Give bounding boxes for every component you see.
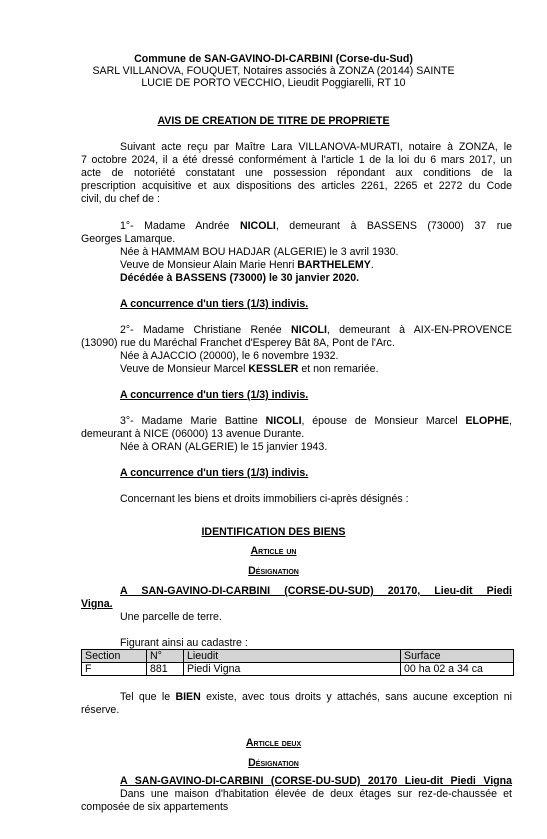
person1-line-2: Georges Lamarque. [81, 233, 176, 245]
intro-line-5: civil, du chef de : [81, 193, 160, 205]
document-title: AVIS DE CREATION DE TITRE DE PROPRIETE [157, 115, 390, 127]
table-row [82, 663, 514, 676]
cadastre-header-row [82, 650, 514, 663]
person3-birth: Née à ORAN (ALGERIE) le 15 janvier 1943. [120, 441, 328, 453]
cadastre-intro: Figurant ainsi au cadastre : [120, 637, 248, 649]
header-address: LUCIE DE PORTO VECCHIO, Lieudit Poggiarelli, RT 10 [141, 77, 406, 89]
person2-line-1: 2°- Madame Christiane Renée NICOLI, demeurant à AIX-EN-PROVENCE [120, 324, 512, 336]
article-deux-location: A SAN-GAVINO-DI-CARBINI (CORSE-DU-SUD) 20170 Lieu-dit Piedi Vigna [120, 775, 512, 787]
article-deux-designation: Désignation [248, 757, 299, 769]
person3-line-1: 3°- Madame Marie Battine NICOLI, épouse de Monsieur Marcel ELOPHE, [120, 415, 512, 427]
tel-line-1: Tel que le BIEN existe, avec tous droits y attachés, sans aucune exception ni [120, 691, 512, 703]
cell-surface: 00 ha 02 a 34 ca [401, 663, 514, 676]
article-deux-heading: Article deux [245, 737, 302, 749]
person1-widow: Veuve de Monsieur Alain Marie Henri BARTHELEMY. [120, 259, 374, 271]
header-lieudit: Lieudit [184, 650, 401, 663]
article-un-location-line-2: Vigna. [81, 598, 113, 610]
cadastre-table [81, 649, 514, 676]
cell-section: F [82, 663, 147, 676]
concurrence-2: A concurrence d'un tiers (1/3) indivis. [120, 389, 309, 401]
cell-lieudit: Piedi Vigna [184, 663, 401, 676]
concernant-text: Concernant les biens et droits immobiliers ci-après désignés : [120, 493, 409, 505]
article-deux-desc-line-1: Dans une maison d'habitation élevée de deux étages sur rez-de-chaussée et [120, 788, 512, 800]
parcel-description: Une parcelle de terre. [120, 611, 222, 623]
article-un-location-line-1: A SAN-GAVINO-DI-CARBINI (CORSE-DU-SUD) 20170, Lieu-dit Piedi [120, 585, 512, 597]
header-surface: Surface [401, 650, 514, 663]
intro-line-3: acte de notoriété constatant une possession répondant aux conditions de la [81, 167, 512, 179]
person1-line-1: 1°- Madame Andrée NICOLI, demeurant à BASSENS (73000) 37 rue [120, 220, 512, 232]
header-notaries: SARL VILLANOVA, FOUQUET, Notaires associés à ZONZA (20144) SAINTE [92, 65, 455, 77]
person2-line-2: (13090) rue du Maréchal Franchet d'Esperey Bât 8A, Pont de l'Arc. [81, 337, 395, 349]
concurrence-1: A concurrence d'un tiers (1/3) indivis. [120, 298, 309, 310]
header-commune: Commune de SAN-GAVINO-DI-CARBINI (Corse-du-Sud) [134, 53, 413, 65]
person3-line-2: demeurant à NICE (06000) 13 avenue Durante. [81, 428, 305, 440]
article-un-designation: Désignation [248, 565, 299, 577]
article-deux-desc-line-2: composée de six appartements [81, 801, 229, 813]
person2-birth: Née à AJACCIO (20000), le 6 novembre 1932. [120, 350, 339, 362]
person1-death: Décédée à BASSENS (73000) le 30 janvier 2020. [120, 272, 360, 284]
cell-numero: 881 [147, 663, 184, 676]
intro-line-1: Suivant acte reçu par Maître Lara VILLANOVA-MURATI, notaire à ZONZA, le [120, 141, 512, 153]
header-numero: N° [147, 650, 184, 663]
identification-heading: IDENTIFICATION DES BIENS [201, 526, 346, 538]
person1-birth: Née à HAMMAM BOU HADJAR (ALGERIE) le 3 avril 1930. [120, 246, 399, 258]
article-un-heading: Article un [250, 545, 297, 557]
header-section: Section [82, 650, 147, 663]
concurrence-3: A concurrence d'un tiers (1/3) indivis. [120, 467, 309, 479]
tel-line-2: réserve. [81, 704, 120, 716]
person2-widow: Veuve de Monsieur Marcel KESSLER et non remariée. [120, 363, 379, 375]
intro-line-2: 7 octobre 2024, il a été dressé conformément à l'article 1 de la loi du 6 mars 2017, un [81, 154, 512, 166]
intro-line-4: prescription acquisitive et aux dispositions des articles 2261, 2265 et 2272 du Code [81, 180, 512, 192]
